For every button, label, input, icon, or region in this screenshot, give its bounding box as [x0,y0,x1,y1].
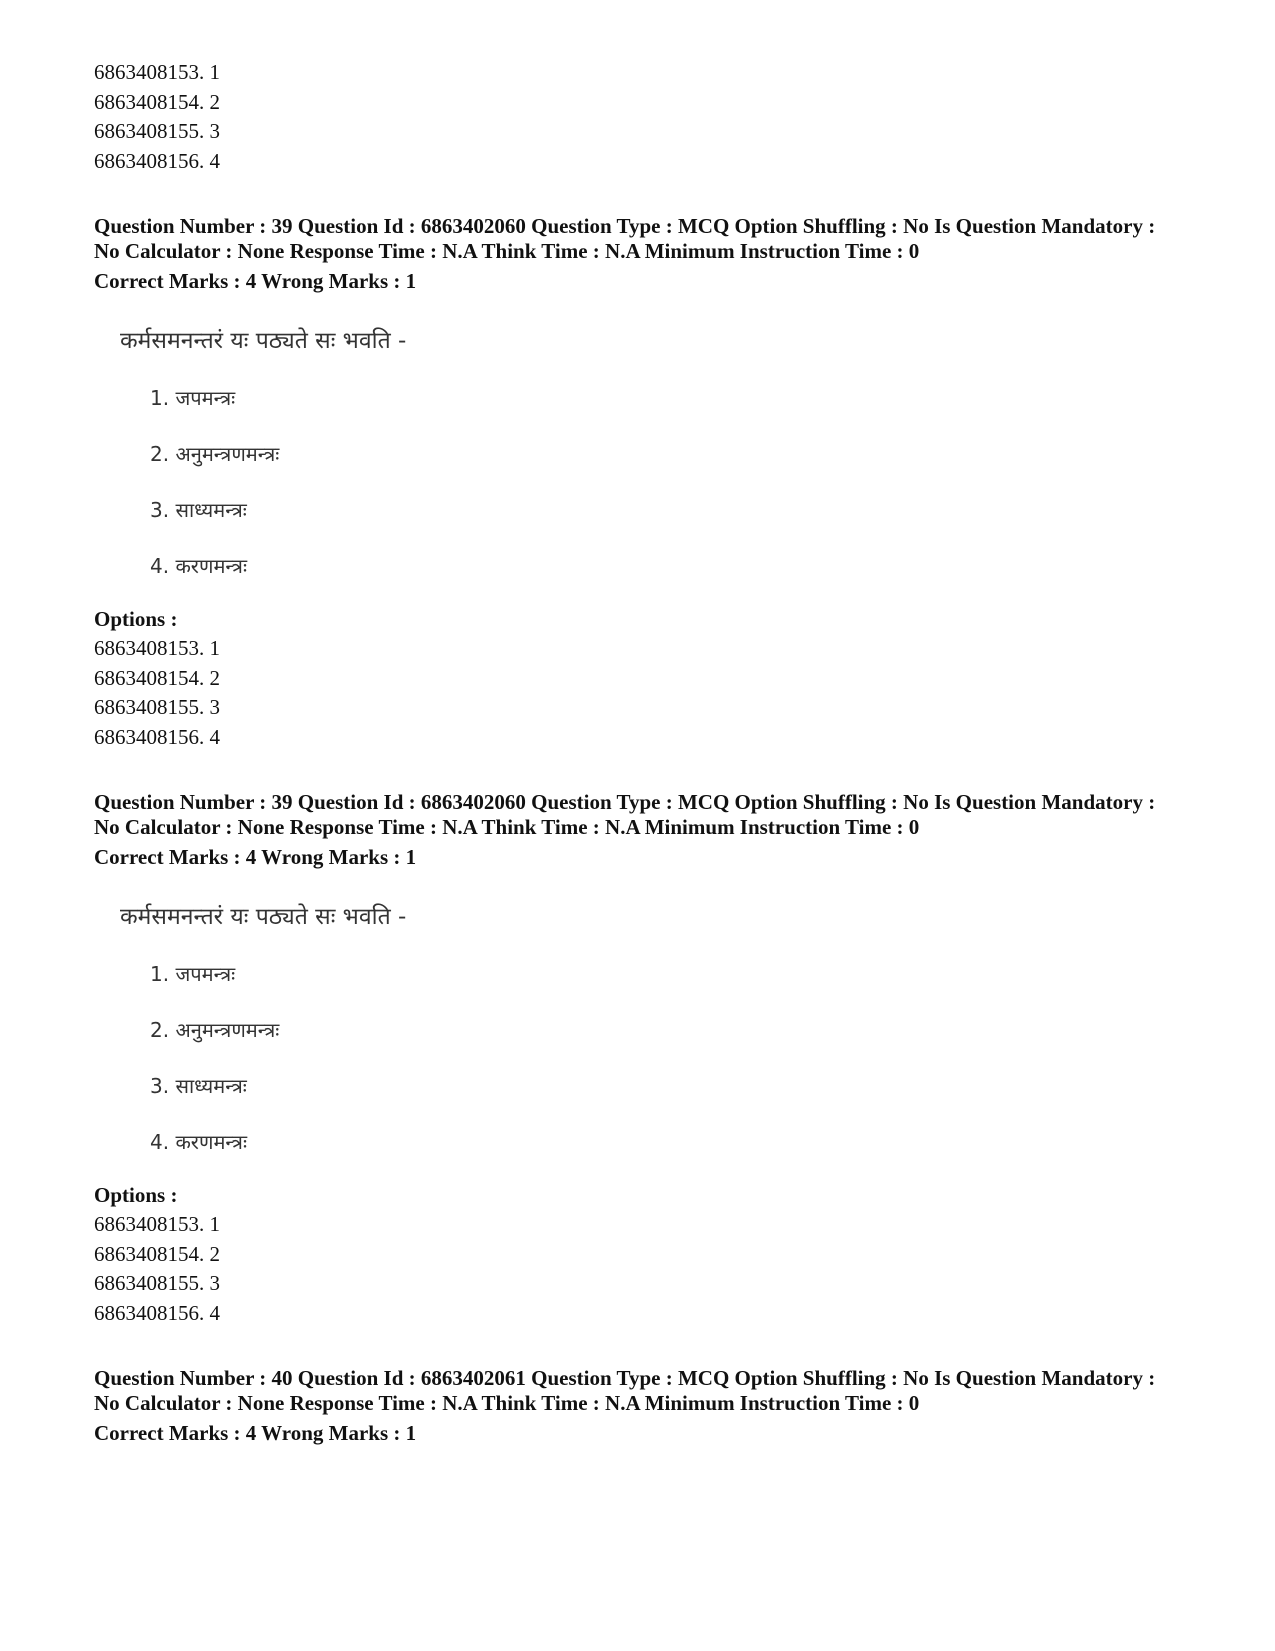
document-page [94,58,1194,1447]
choice-item: 2. अनुमन्त्रणमन्त्रः [150,1018,280,1042]
question-header-line1: Question Number : 39 Question Id : 6863402060 Question Type : MCQ Option Shuffling : No Is Question Mandatory : [94,790,1156,814]
option-line: 6863408153. 1 [94,60,220,84]
choice-item: 4. करणमन्त्रः [150,1130,247,1154]
question-marks: Correct Marks : 4 Wrong Marks : 1 [94,269,417,293]
option-line: 6863408154. 2 [94,1241,220,1266]
option-line: 6863408155. 3 [94,1271,220,1295]
choice-item: 1. जपमन्त्रः [150,962,236,986]
option-line: 6863408155. 3 [94,695,220,719]
choice-item: 4. करणमन्त्रः [150,554,247,578]
question-header-line2: No Calculator : None Response Time : N.A Think Time : N.A Minimum Instruction Time : 0 [94,814,920,839]
question-block [94,790,1194,1328]
options-list [94,634,1194,752]
question-block [94,214,1194,752]
options-list [94,1210,1194,1328]
option-line: 6863408154. 2 [94,665,220,690]
option-line: 6863408154. 2 [94,89,220,114]
question-header [94,1366,1194,1415]
question-marks: Correct Marks : 4 Wrong Marks : 1 [94,845,417,869]
option-line: 6863408156. 4 [94,148,220,173]
options-label: Options : [94,1183,178,1207]
question-text: कर्मसमनन्तरं यः पठ्यते सः भवति - [120,328,407,354]
choice-item: 3. साध्यमन्त्रः [150,498,247,522]
question-header-line2: No Calculator : None Response Time : N.A Think Time : N.A Minimum Instruction Time : 0 [94,1390,920,1415]
question-header-line1: Question Number : 39 Question Id : 6863402060 Question Type : MCQ Option Shuffling : No Is Question Mandatory : [94,214,1156,238]
option-line: 6863408156. 4 [94,1300,220,1325]
choice-item: 2. अनुमन्त्रणमन्त्रः [150,442,280,466]
question-text: कर्मसमनन्तरं यः पठ्यते सः भवति - [120,904,407,930]
question-block [94,1366,1194,1447]
options-label: Options : [94,607,178,631]
question-marks: Correct Marks : 4 Wrong Marks : 1 [94,1421,417,1445]
previous-question-options [94,58,1194,176]
question-header [94,790,1194,839]
question-choices [94,381,1194,583]
question-header-line2: No Calculator : None Response Time : N.A Think Time : N.A Minimum Instruction Time : 0 [94,238,920,263]
question-header [94,214,1194,263]
option-line: 6863408155. 3 [94,119,220,143]
option-line: 6863408153. 1 [94,1212,220,1236]
question-header-line1: Question Number : 40 Question Id : 6863402061 Question Type : MCQ Option Shuffling : No Is Question Mandatory : [94,1366,1156,1390]
choice-item: 1. जपमन्त्रः [150,386,236,410]
question-choices [94,957,1194,1159]
choice-item: 3. साध्यमन्त्रः [150,1074,247,1098]
option-line: 6863408153. 1 [94,636,220,660]
option-line: 6863408156. 4 [94,724,220,749]
